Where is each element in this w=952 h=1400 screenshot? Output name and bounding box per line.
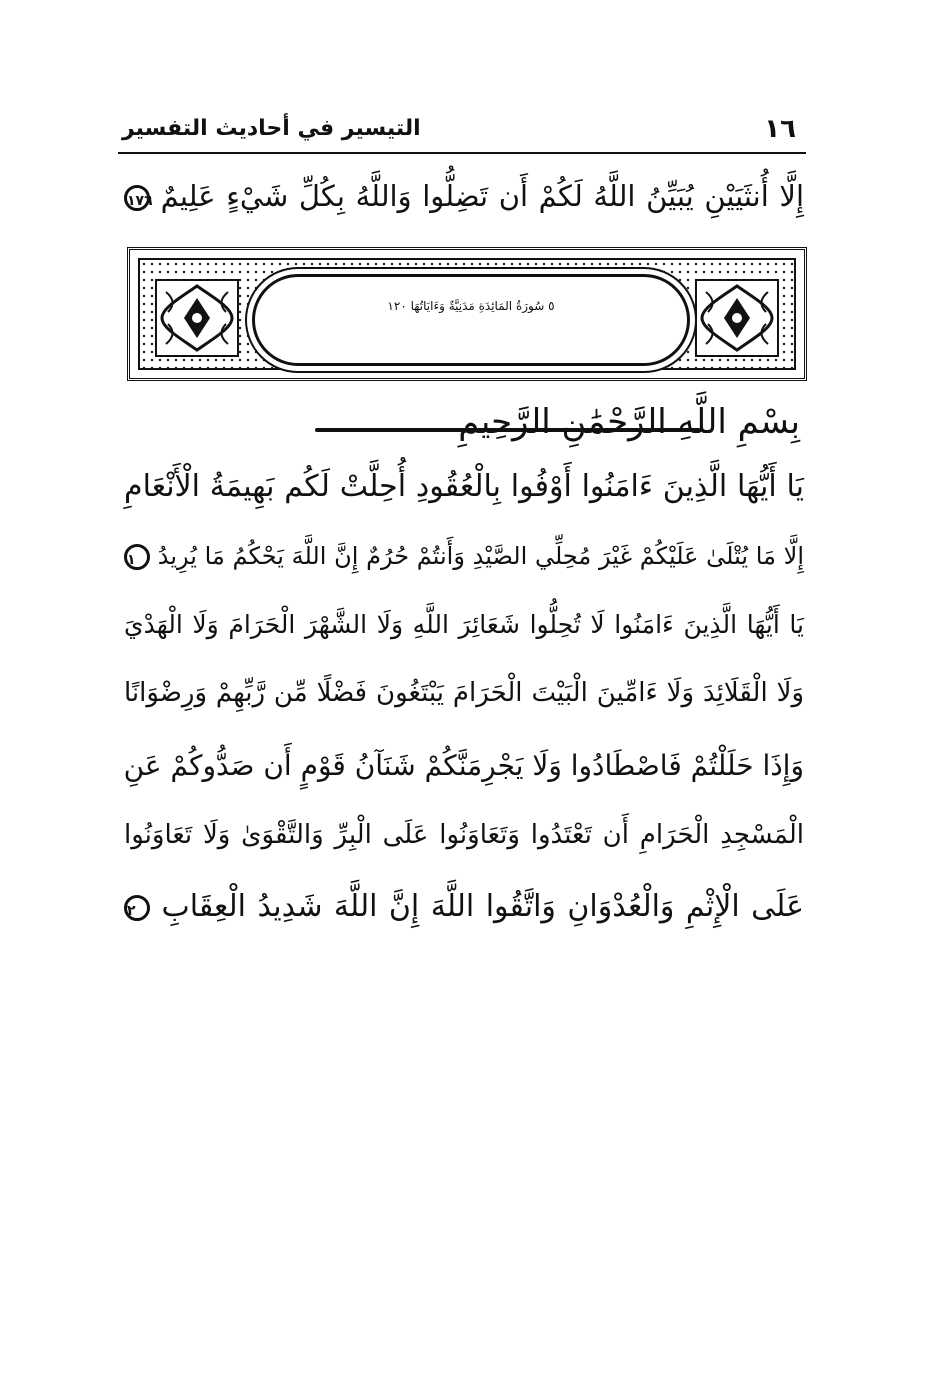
verse-line <box>124 544 804 570</box>
verse-text: وَلَا الْقَلَائِدَ وَلَا ءَامِّينَ الْبَيْتَ الْحَرَامَ يَبْتَغُونَ فَضْلًا مِّن رَّبِّهِمْ وَرِضْوَانًا <box>124 678 804 708</box>
verse-line <box>124 469 804 504</box>
verse-text: عَلَى الْإِثْمِ وَالْعُدْوَانِ وَاتَّقُوا اللَّهَ إِنَّ اللَّهَ شَدِيدُ الْعِقَابِ <box>161 889 804 924</box>
arabesque-ornament-icon <box>694 278 780 358</box>
ayah-number-marker: ١ <box>124 544 150 570</box>
ayah-number-marker: ١٧٦ <box>124 185 150 211</box>
ayah-number-marker: ٢ <box>124 895 150 921</box>
verse-text: يَا أَيُّهَا الَّذِينَ ءَامَنُوا لَا تُحِلُّوا شَعَائِرَ اللَّهِ وَلَا الشَّهْرَ الْحَرَامَ وَلَا الْهَدْيَ <box>124 610 804 639</box>
verse-line <box>124 822 804 848</box>
verse-line <box>124 612 804 637</box>
verse-line <box>124 680 804 706</box>
verse-text: يَا أَيُّهَا الَّذِينَ ءَامَنُوا أَوْفُوا بِالْعُقُودِ أُحِلَّتْ لَكُم بَهِيمَةُ الْأَنْعَامِ <box>124 469 804 504</box>
banner-dotted-border <box>138 258 796 370</box>
verse-line <box>123 749 804 782</box>
page-number: ١٦ <box>764 114 796 144</box>
verse-text: إِلَّا أُنثَيَيْنِ يُبَيِّنُ اللَّهُ لَكُمْ أَن تَضِلُّوا وَاللَّهُ بِكُلِّ شَيْءٍ عَلِيمٌ <box>160 179 805 213</box>
arabesque-ornament-icon <box>154 278 240 358</box>
running-title: التيسير في أحاديث التفسير <box>122 116 421 141</box>
title-cartouche <box>252 274 690 366</box>
verse-text: إِلَّا مَا يُتْلَىٰ عَلَيْكُمْ غَيْرَ مُحِلِّي الصَّيْدِ وَأَنتُمْ حُرُمٌ إِنَّ اللَّهَ يَحْكُمُ مَا يُرِيدُ <box>157 542 804 570</box>
header-rule <box>118 152 806 154</box>
surah-title: ٥ سُورَةُ المَائِدَةِ مَدَنِيَّةٌ وَءَايَاتُهَا ١٢٠ <box>387 299 555 313</box>
basmala-text: بِسْمِ اللَّهِ الرَّحْمَٰنِ الرَّحِيمِ <box>458 402 800 442</box>
page-header <box>118 112 806 152</box>
verse-text: الْمَسْجِدِ الْحَرَامِ أَن تَعْتَدُوا وَتَعَاوَنُوا عَلَى الْبِرِّ وَالتَّقْوَىٰ وَلَا تَعَاوَنُوا <box>124 820 804 850</box>
surah-title-banner <box>127 247 807 381</box>
verse-line <box>124 889 804 924</box>
basmala <box>130 398 800 458</box>
previous-surah-final-line <box>124 179 805 213</box>
verse-text: وَإِذَا حَلَلْتُمْ فَاصْطَادُوا وَلَا يَجْرِمَنَّكُمْ شَنَآنُ قَوْمٍ أَن صَدُّوكُمْ عَنِ <box>123 749 804 782</box>
